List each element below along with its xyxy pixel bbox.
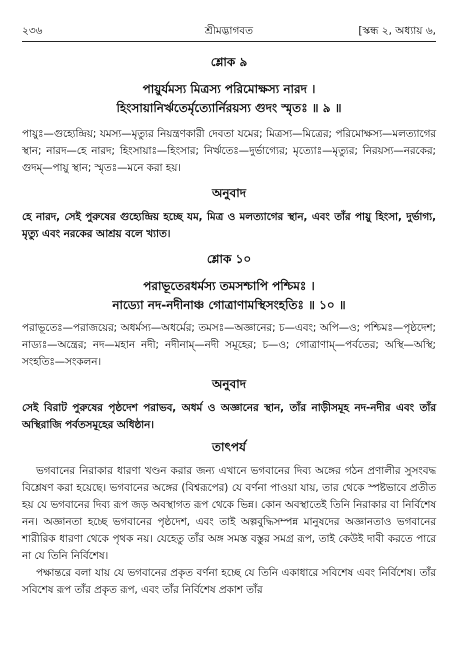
sloka-9-verse-line-2: হিংসায়ানির্ঋতের্মৃত্যোর্নিরয়স্য গুদং স্মৃতঃ ॥ ৯ ॥ bbox=[116, 101, 342, 115]
sloka-9-translation: হে নারদ, সেই পুরুষের গুহ্যেন্দ্রিয় হচ্ছে যম, মিত্র ও মলত্যাগের স্থান, এবং তাঁর পায়ু হিংসা, দুর্ভাগ্য, মৃত্যু এবং নরকের আশ্রয় বলে খ্যাত। bbox=[22, 211, 436, 240]
sloka-9-translation-heading: অনুবাদ bbox=[211, 186, 247, 200]
header-rule bbox=[22, 41, 436, 42]
sloka-9-heading: শ্লোক ৯ bbox=[210, 55, 248, 69]
purport-heading: তাৎপর্য bbox=[212, 440, 246, 454]
sloka-10-translation: সেই বিরাট পুরুষের পৃষ্ঠদেশ পরাভব, অধর্ম ও অজ্ঞানের স্থান, তাঁর নাড়ীসমূহ নদ-নদীর এবং তাঁর অস্থিরাজি পর্বতসমূহের অধিষ্ঠান। bbox=[22, 402, 436, 431]
purport-paragraph-1: ভগবানের নিরাকার ধারণা খণ্ডন করার জন্য এখানে ভগবানের দিব্য অঙ্গের গঠন প্রণালীর সুসংবদ্ধ বিশ্লেষণ করা হয়েছে। ভগবানের অঙ্গের (বিশ্বরূপের) যে বর্ণনা পাওয়া যায়, তার থেকে স্পষ্টভাবে প্রতীত হয় যে ভগবানের দিব্য রূপ জড় অবস্থাগত রূপ থেকে ভিন্ন। কোন অবস্থাতেই তিনি নিরাকার বা নির্বিশেষ নন। অজ্ঞানতা হচ্ছে ভগবানের পৃষ্ঠদেশ, এবং তাই অল্পবুদ্ধিসম্পন্ন মানুষদের অজ্ঞানতাও ভগবানের শারীরিক ধারণা থেকে পৃথক নয়। যেহেতু তাঁর অঙ্গ সমস্ত বস্তুর সমগ্র রূপ, তাই কেউই দাবী করতে পারে না যে তিনি নির্বিশেষ। bbox=[22, 465, 436, 562]
sloka-10-verse-line-1: পরাভূতেরধর্মস্য তমসশ্চাপি পশ্চিমঃ । bbox=[143, 279, 315, 293]
sloka-10-synonyms: পরাভূতেঃ—পরাজয়ের; অধর্মস্য—অধর্মের; তমসঃ—অজ্ঞানের; চ—এবং; অপি—ও; পশ্চিমঃ—পৃষ্ঠদেশ; নাড্যঃ—অন্ত্রের; নদ—মহান নদী; নদীনাম্—নদী সমূহের; চ—ও; গোত্রাণাম্—পর্বতের; অস্থি—অস্থি; সংহতিঃ—সংকলন। bbox=[22, 322, 436, 368]
sloka-9-verse-line-1: পায়ুর্যমস্য মিত্রস্য পরিমোক্ষস্য নারদ । bbox=[142, 82, 316, 96]
sloka-10-verse-line-2: নাড্যো নদ-নদীনাঞ্চ গোত্রাণামস্থিসংহতিঃ ॥ ১০ ॥ bbox=[112, 298, 346, 312]
sloka-9-synonyms: পায়ুঃ—গুহ্যেন্দ্রিয়; যমস্য—মৃত্যুর নিয়ন্ত্রণকারী দেবতা যমের; মিত্রস্য—মিত্রের; পরিমোক্ষস্য—মলত্যাগের স্থান; নারদ—হে নারদ; হিংসায়াঃ—হিংসার; নির্ঋতেঃ—দুর্ভাগ্যের; মৃত্যোঃ—মৃত্যুর; নিরয়স্য—নরকের; গুদম্—পায়ু স্থান; স্মৃতঃ—মনে করা হয়। bbox=[22, 128, 436, 174]
page-number: ২৩৬ bbox=[22, 25, 43, 37]
running-header bbox=[22, 24, 436, 40]
book-title: শ্রীমদ্ভাগবত bbox=[204, 25, 254, 37]
sloka-10-heading: শ্লোক ১০ bbox=[206, 252, 252, 266]
page-content bbox=[22, 54, 436, 599]
chapter-reference: [স্কন্ধ ২, অধ্যায় ৬, bbox=[358, 25, 436, 37]
sloka-10-translation-heading: অনুবাদ bbox=[211, 377, 247, 391]
purport-paragraph-2: পক্ষান্তরে বলা যায় যে ভগবানের প্রকৃত বর্ণনা হচ্ছে যে তিনি একাধারে সবিশেষ এবং নির্বিশেষ। তাঁর সবিশেষ রূপ তাঁর প্রকৃত রূপ, এবং তাঁর নির্বিশেষ প্রকাশ তাঁর bbox=[22, 567, 436, 596]
